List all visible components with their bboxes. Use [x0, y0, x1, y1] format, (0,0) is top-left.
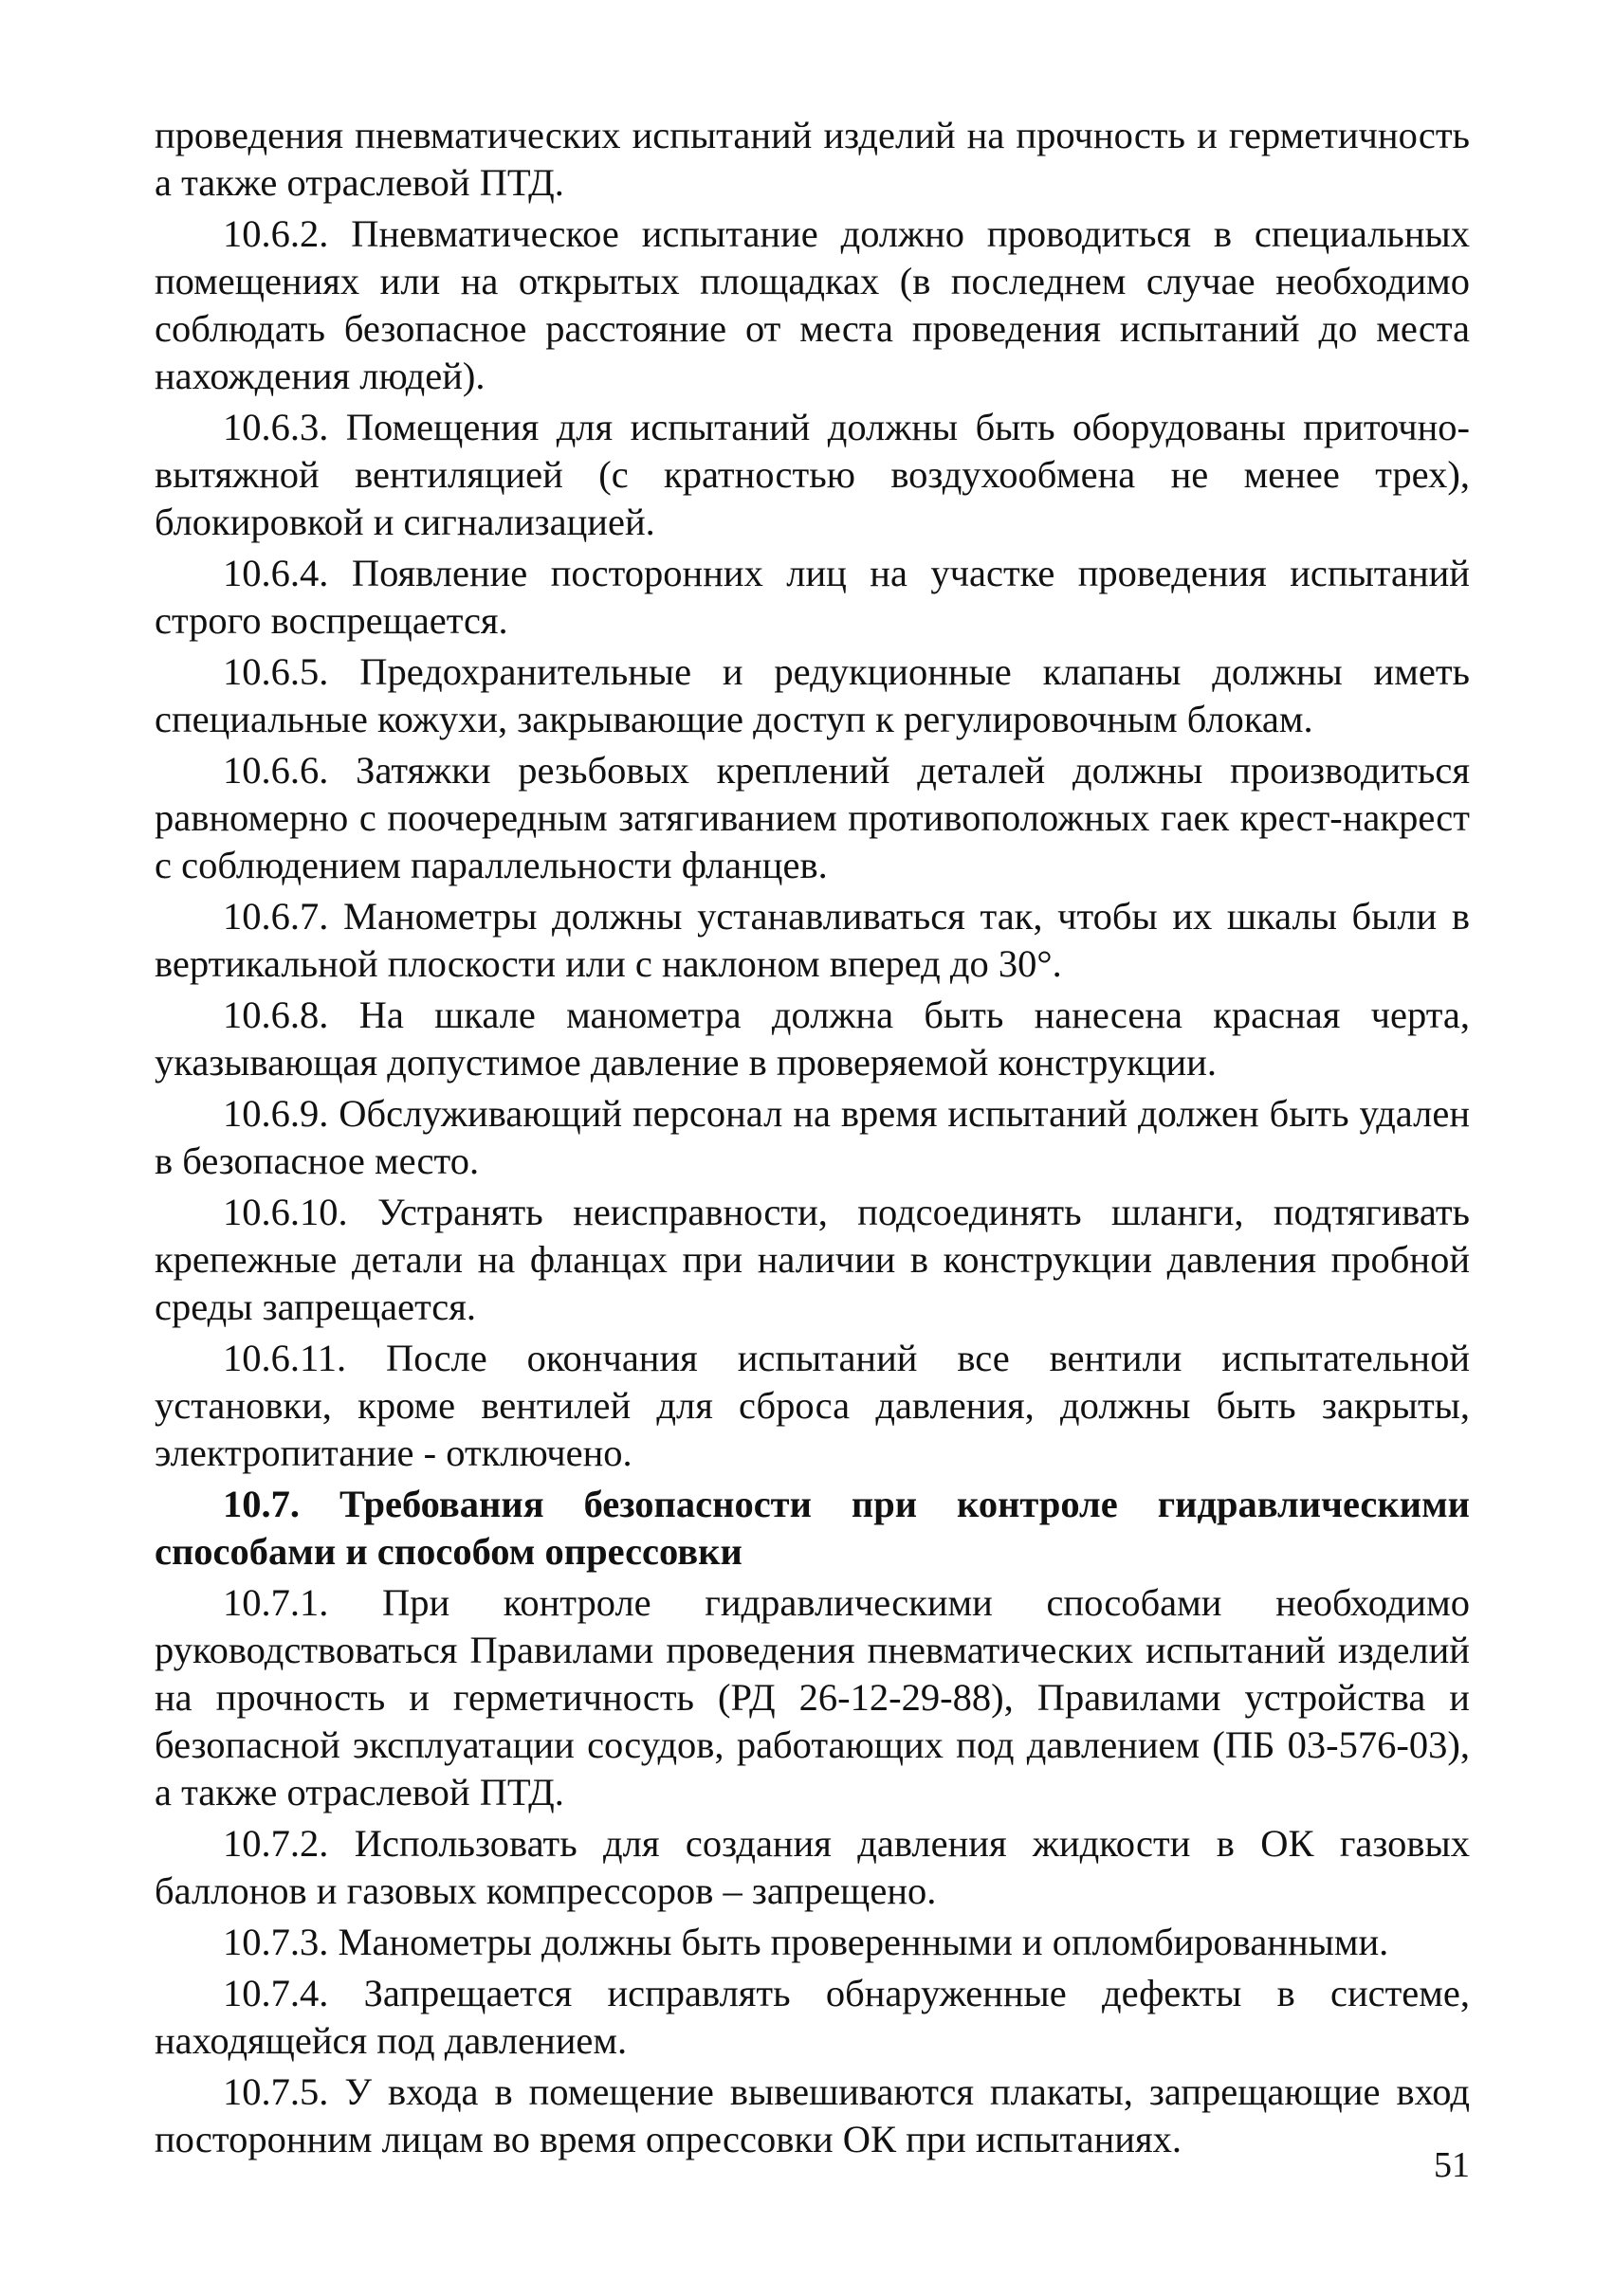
paragraph-10-7-2: 10.7.2. Использовать для создания давления жидкости в ОК газовых баллонов и газовых компрессоров – запрещено.	[155, 1822, 1470, 1912]
paragraph-10-6-4: 10.6.4. Появление посторонних лиц на участке проведения испытаний строго воспрещается.	[155, 552, 1470, 642]
paragraph-10-6-3: 10.6.3. Помещения для испытаний должны быть оборудованы приточно-вытяжной вентиляцией (с кратностью воздухообмена не менее трех), блокировкой и сигнализацией.	[155, 406, 1470, 543]
paragraph-10-7-5: 10.7.5. У входа в помещение вывешиваются плакаты, запрещающие вход посторонним лицам во время опрессовки ОК при испытаниях.	[155, 2070, 1470, 2160]
paragraph-10-7-1: 10.7.1. При контроле гидравлическими способами необходимо руководствоваться Правилами проведения пневматических испытаний изделий на прочность и герметичность (РД 26-12-29-88), Правилами устройства и безопасной эксплуатации сосудов, работающих под давлением (ПБ 03-576-03), а также отраслевой ПТД.	[155, 1581, 1470, 1813]
paragraph-10-6-9: 10.6.9. Обслуживающий персонал на время испытаний должен быть удален в безопасное место.	[155, 1092, 1470, 1182]
paragraph-10-6-8: 10.6.8. На шкале манометра должна быть нанесена красная черта, указывающая допустимое давление в проверяемой конструкции.	[155, 993, 1470, 1084]
paragraph-10-7-4: 10.7.4. Запрещается исправлять обнаруженные дефекты в системе, находящейся под давлением.	[155, 1972, 1470, 2062]
paragraph-10-6-5: 10.6.5. Предохранительные и редукционные клапаны должны иметь специальные кожухи, закрывающие доступ к регулировочным блокам.	[155, 650, 1470, 740]
document-page	[155, 112, 1470, 2167]
paragraph-10-6-10: 10.6.10. Устранять неисправности, подсоединять шланги, подтягивать крепежные детали на фланцах при наличии в конструкции давления пробной среды запрещается.	[155, 1191, 1470, 1328]
paragraph-10-6-11: 10.6.11. После окончания испытаний все вентили испытательной установки, кроме вентилей для сброса давления, должны быть закрыты, электропитание - отключено.	[155, 1337, 1470, 1474]
paragraph-continuation: проведения пневматических испытаний изделий на прочность и герметичность а также отраслевой ПТД.	[155, 114, 1470, 204]
paragraph-10-7-3: 10.7.3. Манометры должны быть проверенными и опломбированными.	[223, 1921, 1389, 1963]
paragraph-10-6-2: 10.6.2. Пневматическое испытание должно проводиться в специальных помещениях или на открытых площадках (в последнем случае необходимо соблюдать безопасное расстояние от места проведения испытаний до места нахождения людей).	[155, 212, 1470, 397]
paragraph-10-6-6: 10.6.6. Затяжки резьбовых креплений деталей должны производиться равномерно с поочередным затягиванием противоположных гаек крест-накрест с соблюдением параллельности фланцев.	[155, 749, 1470, 886]
paragraph-10-6-7: 10.6.7. Манометры должны устанавливаться так, чтобы их шкалы были в вертикальной плоскости или с наклоном вперед до 30°.	[155, 895, 1470, 985]
section-heading-10-7: 10.7. Требования безопасности при контроле гидравлическими способами и способом опрессовки	[155, 1483, 1470, 1573]
page-number: 51	[1434, 2145, 1470, 2185]
